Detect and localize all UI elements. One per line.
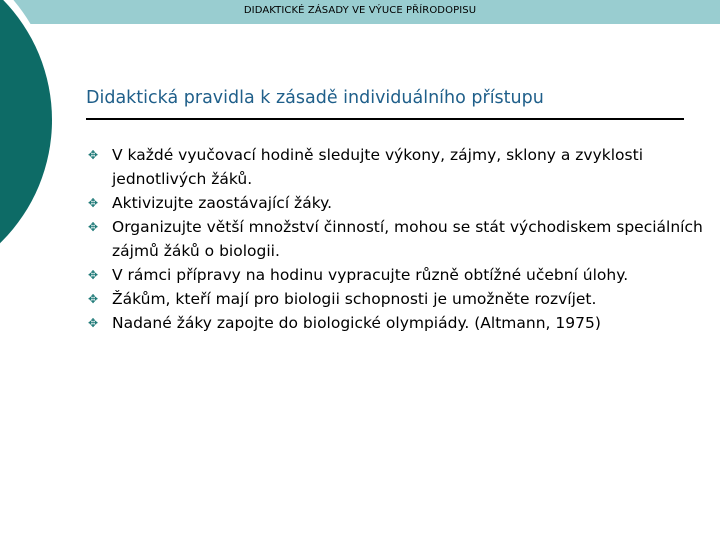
diamond-cross-icon: ✥ [88,292,99,306]
bullet-text: V rámci přípravy na hodinu vypracujte různě obtížné učební úlohy. [112,266,629,284]
bullet-item [88,263,708,287]
bullet-text: Aktivizujte zaostávající žáky. [112,194,333,212]
title-underline [86,118,684,120]
bullet-item [88,287,708,311]
bullet-item [88,215,708,263]
header-title: DIDAKTICKÉ ZÁSADY VE VÝUCE PŘÍRODOPISU [243,5,477,16]
decorative-circles [0,0,90,300]
bullet-item [88,311,708,335]
bullet-text: Nadané žáky zapojte do biologické olympiády. (Altmann, 1975) [112,314,601,332]
bullet-list [88,143,708,335]
bullet-text: Žákům, kteří mají pro biologii schopnosti je umožněte rozvíjet. [112,290,597,308]
dark-teal-circle [0,0,52,292]
diamond-cross-icon: ✥ [88,268,99,282]
slide-title: Didaktická pravidla k zásadě individuálního přístupu [86,88,544,108]
bullet-text: Organizujte větší množství činností, mohou se stát východiskem speciálních zájmů žáků o biologii. [112,218,703,260]
diamond-cross-icon: ✥ [88,220,99,234]
bullet-item [88,191,708,215]
bullet-item [88,143,708,191]
diamond-cross-icon: ✥ [88,148,99,162]
bullet-text: V každé vyučovací hodině sledujte výkony, zájmy, sklony a zvyklosti jednotlivých žáků. [112,146,644,188]
diamond-cross-icon: ✥ [88,196,99,210]
diamond-cross-icon: ✥ [88,316,99,330]
